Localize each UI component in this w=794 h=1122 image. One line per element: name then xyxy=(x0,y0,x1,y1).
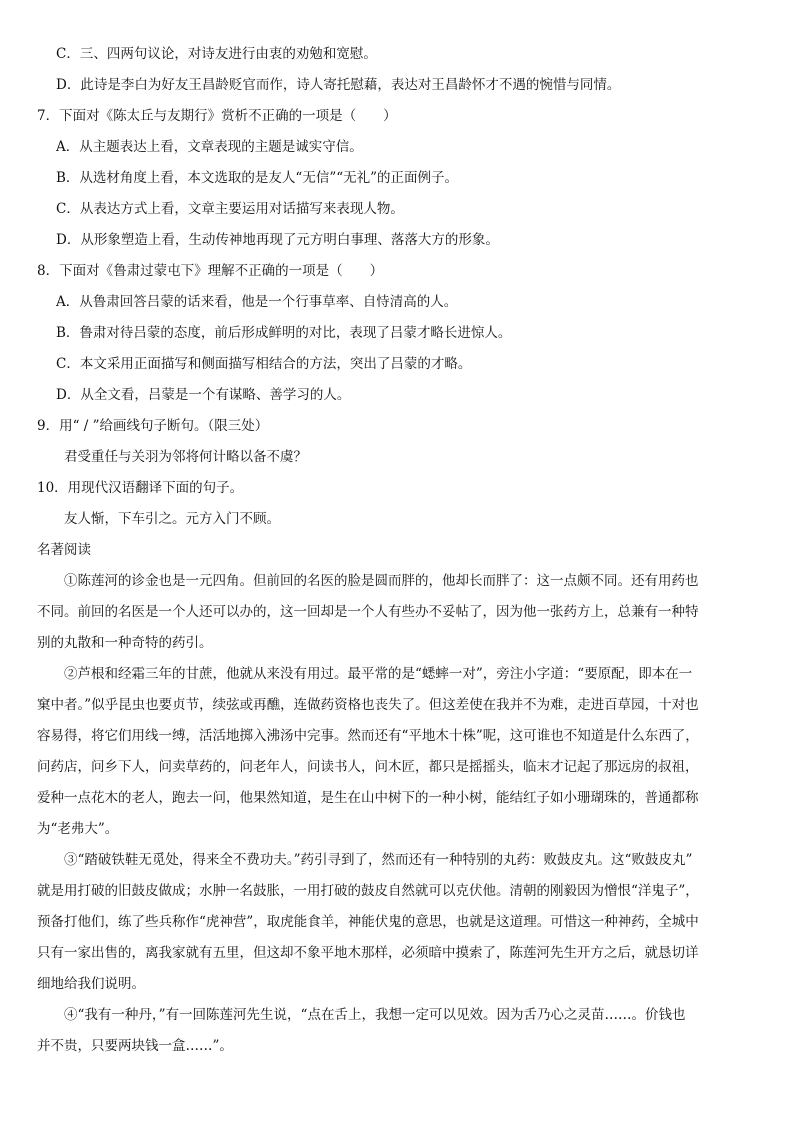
question-7: 7．下面对《陈太丘与友期行》赏析不正确的一项是（ ） xyxy=(37,108,397,124)
passage-line: 爱种一点花木的老人，跑去一问，他果然知道，是生在山中树下的一种小树，能结红子如小珊瑚珠的，普通都称 xyxy=(37,790,699,806)
option-a-q7: A．从主题表达上看，文章表现的主题是诚实守信。 xyxy=(56,139,363,155)
passage-paragraph-4 xyxy=(37,1006,757,1055)
question-9-sentence: 君受重任与关羽为邻将何计略以备不虞？ xyxy=(64,449,307,465)
option-c-q8: C．本文采用正面描写和侧面描写相结合的方法，突出了吕蒙的才略。 xyxy=(56,356,472,372)
passage-line: 容易得，将它们用线一缚，活活地掷入沸汤中完事。然而还有“平地木十株”呢，这可谁也不知道是什么东西了， xyxy=(37,728,699,744)
passage-line: 就是用打破的旧鼓皮做成；水肿一名鼓胀，一用打破的鼓皮自然就可以克伏他。清朝的刚毅因为憎恨“洋鬼子”， xyxy=(37,883,699,899)
option-d-q6: D．此诗是李白为好友王昌龄贬官而作，诗人寄托慰藉，表达对王昌龄怀才不遇的惋惜与同情。 xyxy=(56,77,621,93)
question-9: 9．用“ / ”给画线句子断句。（限三处） xyxy=(37,418,269,434)
passage-line: 为“老弗大”。 xyxy=(37,821,119,837)
section-heading: 名著阅读 xyxy=(37,542,91,558)
passage-line: ④“我有一种丹，”有一回陈莲河先生说，“点在舌上，我想一定可以见效。因为舌乃心之灵苗……。价钱也 xyxy=(64,1007,686,1023)
option-d-q7: D．从形象塑造上看，生动传神地再现了元方明白事理、落落大方的形象。 xyxy=(56,232,499,248)
option-c-q7: C．从表达方式上看，文章主要运用对话描写来表现人物。 xyxy=(56,201,404,217)
question-10: 10．用现代汉语翻译下面的句子。 xyxy=(37,480,244,496)
question-8: 8．下面对《鲁肃过蒙屯下》理解不正确的一项是（ ） xyxy=(37,263,384,279)
passage-line: 不同。前回的名医是一个人还可以办的，这一回却是一个人有些办不妥帖了，因为他一张药方上，总兼有一种特 xyxy=(37,604,699,620)
option-b-q8: B．鲁肃对待吕蒙的态度，前后形成鲜明的对比，表现了吕蒙才略长进惊人。 xyxy=(56,325,512,341)
passage-line: 预备打他们，练了些兵称作“虎神营”，取虎能食羊，神能伏鬼的意思，也就是这道理。可惜这一种神药，全城中 xyxy=(37,914,699,930)
passage-line: 问药店，问乡下人，问卖草药的，问老年人，问读书人，问木匠，都只是摇摇头，临末才记起了那远房的叔祖， xyxy=(37,759,699,775)
passage-line: 细地给我们说明。 xyxy=(37,976,145,992)
passage-line: ①陈莲河的诊金也是一元四角。但前回的名医的脸是圆而胖的，他却长而胖了：这一点颇不同。还有用药也 xyxy=(64,573,699,589)
option-b-q7: B．从选材角度上看，本文选取的是友人“无信”“无礼”的正面例子。 xyxy=(56,170,459,186)
question-10-sentence: 友人惭，下车引之。元方入门不顾。 xyxy=(64,511,280,527)
passage-paragraph-3 xyxy=(37,851,757,993)
passage-line: 窠中者。”似乎昆虫也要贞节，续弦或再醮，连做药资格也丧失了。但这差使在我并不为难，走进百草园，十对也 xyxy=(37,697,699,713)
passage-line: 别的丸散和一种奇特的药引。 xyxy=(37,635,213,651)
passage-paragraph-1 xyxy=(37,572,757,652)
passage-line: 只有一家出售的，离我家就有五里，但这却不象平地木那样，必须暗中摸索了，陈莲河先生开方之后，就恳切详 xyxy=(37,945,699,961)
passage-line: ③“踏破铁鞋无觅处，得来全不费功夫。”药引寻到了，然而还有一种特别的丸药：败鼓皮丸。这“败鼓皮丸” xyxy=(64,852,693,868)
passage-paragraph-2 xyxy=(37,665,757,838)
option-d-q8: D．从全文看，吕蒙是一个有谋略、善学习的人。 xyxy=(56,387,351,403)
option-a-q8: A．从鲁肃回答吕蒙的话来看，他是一个行事草率、自恃清高的人。 xyxy=(56,294,458,310)
option-c-q6: C．三、四两句议论，对诗友进行由衷的劝勉和宽慰。 xyxy=(56,46,377,62)
passage-line: ②芦根和经霜三年的甘蔗，他就从来没有用过。最平常的是“蟋蟀一对”，旁注小字道：“要原配，即本在一 xyxy=(64,666,693,682)
passage-line: 并不贵，只要两块钱一盒……”。 xyxy=(37,1038,233,1054)
